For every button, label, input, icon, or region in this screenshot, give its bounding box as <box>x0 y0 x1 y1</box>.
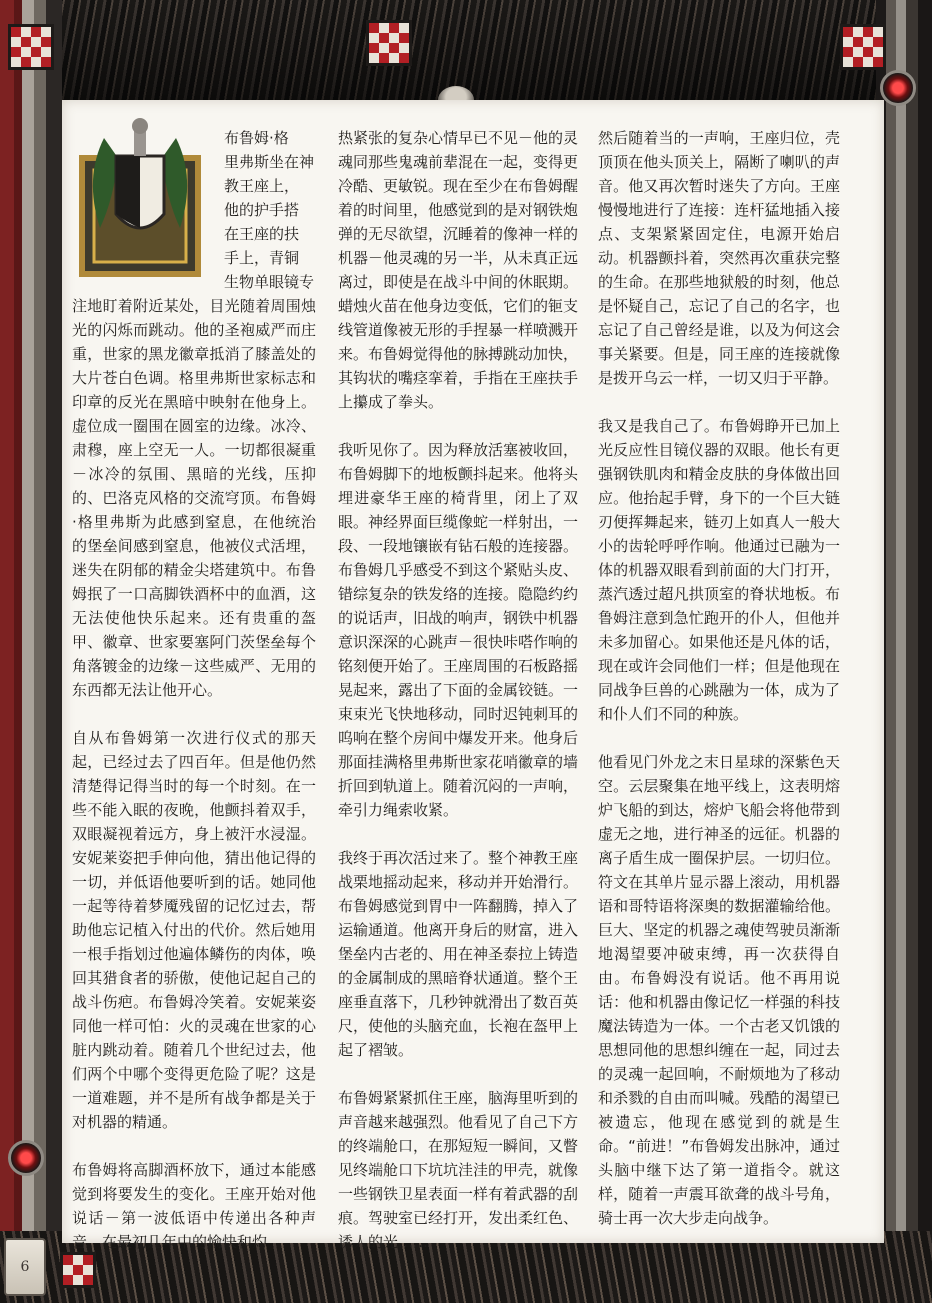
paragraph-text: 他看见门外龙之末日星球的深紫色天空。云层聚集在地平线上，这表明熔炉飞船的到达，熔炉飞船会将他带到虚无之地，进行神圣的远征。机器的离子盾生成一圈保护层。一切归位。符文在其单片显示器上滚动，用机器语和哥特语将深奥的数据灌输给他。巨大、坚定的机器之魂使驾驶员渐渐地渴望要冲破束缚，再一次获得自由。布鲁姆没有说话。他不再用说话：他和机器由像记忆一样强的科技魔法铸造为一体。一个古老又饥饿的思想同他的思想纠缠在一起，同过去的灵魂一起回响，不耐烦地为了移动和杀戮的自由而叫喊。残酷的渴望已被遗忘，他现在感觉到的就是生命。“前进！”布鲁姆发出脉冲，通过头脑中继下达了第一道指令。就这样，随着一声震耳欲聋的战斗号角，骑士再一次大步走向战争。 <box>598 753 840 1227</box>
paragraph-line: 生物单眼镜专 <box>224 273 315 291</box>
paragraph-line: 布鲁姆·格 <box>224 129 289 147</box>
paragraph-text: 自从布鲁姆第一次进行仪式的那天起，已经过去了四百年。但是他仍然清楚得记得当时的每一个时刻。在一些不能入眠的夜晚，他颤抖着双手，双眼凝视着远方，身上被汗水浸湿。安妮莱姿把手伸向他，猜出他记得的一切，并低语他要听到的话。她同他一起等待着梦魇残留的记忆过去，帮助他忘记植入付出的代价。然后她用一根手指划过他遍体鳞伤的肉体，唤回其猎食者的骄傲，使他记起自己的战斗伤疤。布鲁姆冷笑着。安妮莱姿同他一样可怕：火的灵魂在世家的心脏内跳动着。随着几个世纪过去，他们两个中哪个变得更危险了呢？这是一道难题，并不是所有战争都是关于对机器的精通。 <box>72 729 316 1131</box>
red-gauge-icon <box>880 70 916 106</box>
text-column-3 <box>598 126 840 1254</box>
text-column-2 <box>338 126 578 1278</box>
right-border-pillar <box>876 0 932 1303</box>
paragraph-text: 布鲁姆紧紧抓住王座，脑海里听到的声音越来越强烈。他看见了自己下方的终端舱口，在那短短一瞬间，又瞥见终端舱口下坑坑洼洼的甲壳，就像一些钢铁卫星表面一样有着武器的刮痕。驾驶室已经打开，发出柔红色、诱人的光…… <box>338 1089 579 1251</box>
page-number: 6 <box>20 1259 30 1275</box>
top-border-cables <box>0 0 932 100</box>
paragraph-line: 他的护手搭 <box>224 201 300 219</box>
paragraph-text: 布鲁姆将高脚酒杯放下，通过本能感觉到将要发生的变化。王座开始对他说话－第一波低语中传递出各种声音。在最初几年中的愉快和灼 <box>72 1161 316 1251</box>
paragraph-line: 教王座上， <box>224 177 300 195</box>
left-border-pillar <box>0 0 62 1303</box>
checker-ornament <box>840 24 886 70</box>
paragraph-text: 注地盯着附近某处，目光随着周围烛光的闪烁而跳动。他的圣袍威严而庄重，世家的黑龙徽章抵消了膝盖处的大片苍白色调。格里弗斯世家标志和印章的反光在黑暗中映射在他身上。虚位成一圈围在圆室的边缘。冰冷、肃穆，座上空无一人。一切都很凝重－冰冷的氛围、黑暗的光线，压抑的、巴洛克风格的交流穹顶。布鲁姆·格里弗斯为此感到窒息，在他统治的堡垒间感到窒息，他被仪式活埋，迷失在阴郁的精金尖塔建筑中。布鲁姆抿了一口高脚铁酒杯中的血酒，这无法使他快乐起来。还有贵重的盔甲、徽章、世家要塞阿门茨堡垒每个角落镀金的边缘－这些威严、无用的东西都无法让他开心。 <box>72 297 316 699</box>
checker-ornament <box>8 24 54 70</box>
paragraph-line: 手上，青铜 <box>224 249 300 267</box>
paragraph-line: 里弗斯坐在神 <box>224 153 315 171</box>
paragraph-text: 热紧张的复杂心情早已不见－他的灵魂同那些鬼魂前辈混在一起，变得更冷酷、更敏锐。现在至少在布鲁姆醒着的时间里，他感觉到的是对钢铁炮弹的无尽欲望，沉睡着的像神一样的机器－他灵魂的另一半，从未真正远离过，即使是在战斗中间的休眠期。蜡烛火苗在他身边变低，它们的钷支线管道像被无形的手捏暴一样喷溅开来。布鲁姆觉得他的脉搏跳动加快，其钩状的嘴痉挛着，手指在王座扶手上攥成了拳头。 <box>338 129 579 411</box>
paragraph-text: 然后随着当的一声响，王座归位，壳顶顶在他头顶关上，隔断了喇叭的声音。他又再次暂时迷失了方向。王座慢慢地进行了连接：连杆猛地插入接点、支架紧紧固定住，电源开始启动。机器颤抖着，突然再次重获完整的生命。在那些地狱般的时刻，他总是怀疑自己，忘记了自己的名字，也忘记了自己曾经是谁，以及为何这会事关紧要。但是，同王座的连接就像是拨开乌云一样，一切又归于平静。 <box>598 129 840 387</box>
checker-ornament <box>366 20 412 66</box>
paragraph-text: 我又是我自己了。布鲁姆睁开已加上光反应性目镜仪器的双眼。他长有更强钢铁肌肉和精金皮肤的身体做出回应。他抬起手臂，身下的一个巨大链刃便挥舞起来，链刃上如真人一般大小的齿轮呼呼作响。他通过已融为一体的机器双眼看到前面的大门打开，蒸汽透过超凡拱顶室的脊状地板。布鲁姆注意到急忙跑开的仆人，但他并未多加留心。如果他还是凡体的话，现在或许会同他们一样；但是他现在同战争巨兽的心跳融为一体，成为了和仆人们不同的种族。 <box>598 417 840 723</box>
page-number-plate <box>4 1238 46 1296</box>
parchment-page <box>62 100 884 1251</box>
paragraph-text: 我终于再次活过来了。整个神教王座战栗地摇动起来，移动并开始滑行。布鲁姆感觉到胃中一阵翻腾，掉入了运输通道。他离开身后的财富，进入堡垒内古老的、用在神圣泰拉上铸造的金属制成的黑暗脊状通道。整个王座垂直落下，几秒钟就滑出了数百英尺，使他的头脑充血，长袍在盔甲上起了褶皱。 <box>338 849 579 1059</box>
paragraph-text: 我听见你了。因为释放活塞被收回，布鲁姆脚下的地板颤抖起来。他将头埋进豪华王座的椅背里，闭上了双眼。神经界面巨缆像蛇一样射出，一段、一段地镶嵌有钻石般的连接器。布鲁姆几乎感受不到这个紧贴头皮、错综复杂的铁发络的连接。隐隐约约的说话声，旧战的响声，钢铁中机器意识深深的心跳声－很快咔嗒作响的铭刻便开始了。王座周围的石板路摇晃起来，露出了下面的金属铰链。一束束光飞快地移动，同时迟钝刺耳的呜响在整个房间中爆发开来。他身后那面挂满格里弗斯世家花哨徽章的墙折回到轨道上。随着沉闷的一声响，牵引力绳索收紧。 <box>338 441 579 819</box>
red-gauge-icon <box>8 1140 44 1176</box>
paragraph-line: 在王座的扶 <box>224 225 300 243</box>
text-column-1 <box>72 126 316 1278</box>
